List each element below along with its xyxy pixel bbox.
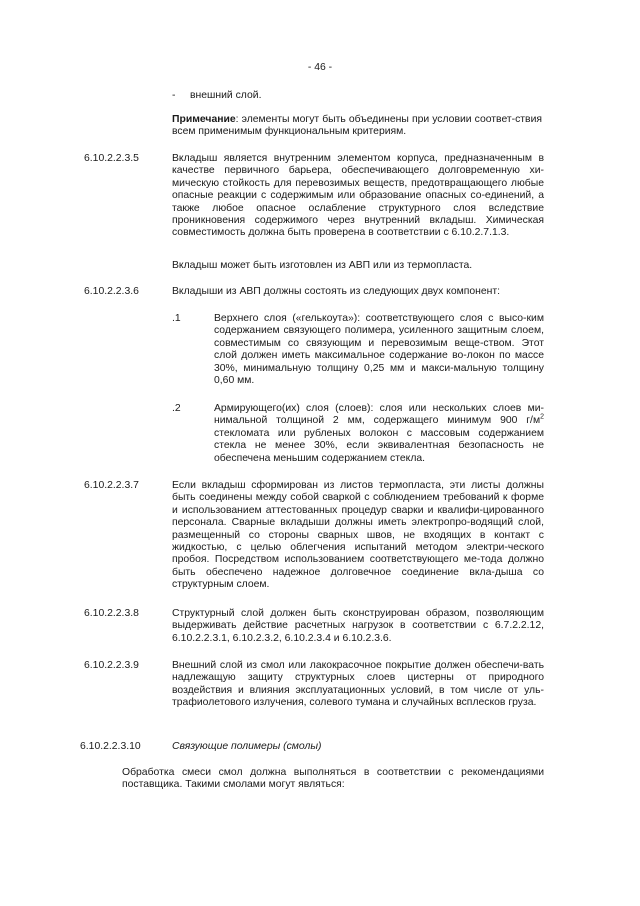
component-text-part: Армирующего(их) слоя (слоев): слоя или нескольких слоев ми-нимальной толщиной 2 мм, содержащего минимум 900 г/м (214, 403, 544, 427)
clause-text-continued: Вкладыш может быть изготовлен из АВП или из термопласта. (172, 260, 473, 271)
component-text (214, 403, 544, 465)
clause-number: 6.10.2.2.3.5 (84, 153, 139, 164)
note-text: : элементы могут быть объединены при условии соответ-ствия всем применимым функциональным критериям. (172, 114, 542, 138)
clause-number: 6.10.2.2.3.10 (80, 741, 141, 752)
bullet-dash: - (172, 90, 176, 101)
clause-text: Вкладыши из АВП должны состоять из следующих двух компонент: (172, 286, 501, 297)
note-paragraph (172, 114, 542, 139)
component-number: .2 (172, 403, 181, 414)
component-text: Верхнего слоя («гелькоута»): соответствующего слоя с высо-ким содержанием связующего полимера, усиленного защитным слоем, совместимым со связующим и перевозимым веще-ством. Этот слой должен иметь максимальное содержание во-локон по массе 30%, минимальную толщину 0,25 мм и макси-мальную толщину 0,60 мм. (214, 313, 544, 387)
page-number: - 46 - (307, 62, 333, 73)
clause-number: 6.10.2.2.3.6 (84, 286, 139, 297)
body-paragraph: Обработка смеси смол должна выполняться в соответствии с рекомендациями поставщика. Такими смолами могут являться: (122, 767, 544, 791)
clause-text: Внешний слой из смол или лакокрасочное покрытие должен обеспечи-вать надлежащую защиту структурных слоев цистерны от природного воздействия и влияния эксплуатационных условий, в том числе от уль-трафиолетового излучения, солевого тумана и случайных всплесков груза. (172, 660, 544, 709)
clause-text: Вкладыш является внутренним элементом корпуса, предназначенным в качестве первичного барьера, обеспечивающего долговременную хи-мическую стойкость для перевозимых веществ, предотвращающего любые опасные реакции с содержимым или образование опасных со-единений, а также любое опасное ослабление структурного слоя вследствие проникновения содержимого через внутренний вкладыш. Химическая совместимость должна быть проверена в соответствии с 6.10.2.7.1.3. (172, 153, 544, 239)
bullet-item (172, 90, 532, 102)
superscript: 2 (540, 413, 544, 421)
clause-text: Структурный слой должен быть сконструирован образом, позволяющим выдерживать действие расчетных нагрузок в соответствии с 6.7.2.2.12, 6.10.2.2.3.1, 6.10.2.3.2, 6.10.2.3.4 и 6.10.2.3.6. (172, 608, 544, 644)
clause-number: 6.10.2.2.3.8 (84, 608, 139, 619)
bullet-text: внешний слой. (190, 90, 262, 101)
note-label: Примечание (172, 114, 236, 125)
clause-text: Если вкладыш сформирован из листов термопласта, эти листы должны быть соединены между собой сваркой с соблюдением требований к форме и использованием аттестованных процедур сварки и квалифи-цированного персонала. Сварные вкладыши должны иметь электропро-водящий слой, размещенный со стороны сварных швов, не входящих в контакт с жидкостью, с целью облегчения испытаний методом электри-ческого пробоя. Посредством использованием соответствующего ме-тода должно быть обеспечено надежное долговечное соединение вкла-дыша со структурным слоем. (172, 480, 544, 591)
component-text-part: стекломата или рубленых волокон с массовым содержанием стекла не менее 30%, если эквивалентная безопасность не обеспечена меньшим содержанием стекла. (214, 427, 544, 464)
component-number: .1 (172, 313, 181, 324)
clause-number: 6.10.2.2.3.7 (84, 480, 139, 491)
clause-number: 6.10.2.2.3.9 (84, 660, 139, 671)
section-heading: Связующие полимеры (смолы) (172, 741, 322, 752)
